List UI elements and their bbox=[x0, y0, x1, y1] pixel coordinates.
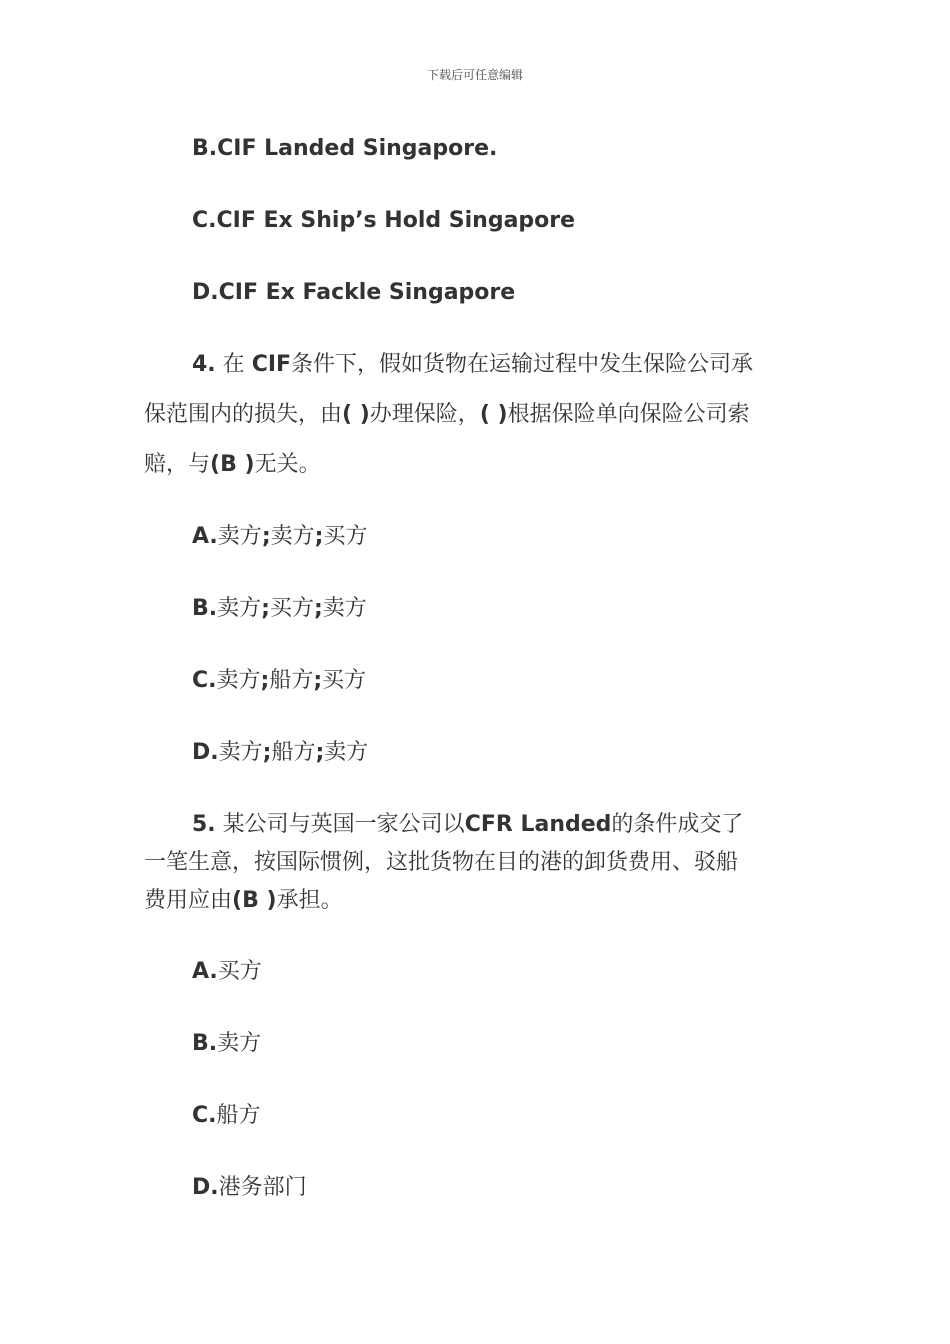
q5-option-c bbox=[192, 1104, 261, 1128]
q4-text: 条件下，假如货物在运输过程中发生保险公司承 bbox=[291, 352, 754, 377]
q5-text: 承担。 bbox=[276, 888, 343, 913]
option-text: 港务部门 bbox=[218, 1175, 307, 1200]
option-letter: B. bbox=[192, 1031, 218, 1056]
q4-option-b bbox=[192, 597, 367, 621]
option-letter: C. bbox=[192, 668, 217, 693]
q5-text: 的条件成交了 bbox=[611, 812, 744, 837]
q5-text: 费用应由 bbox=[144, 888, 233, 913]
q4-text: 赔，与 bbox=[144, 452, 211, 477]
option-letter: B. bbox=[192, 596, 218, 621]
q4-term: CIF bbox=[251, 352, 292, 377]
q5-line-1 bbox=[192, 813, 743, 837]
option-separator: ; bbox=[261, 524, 271, 549]
option-separator: ; bbox=[314, 524, 324, 549]
option-text: 买方 bbox=[323, 524, 368, 549]
option-letter: D. bbox=[192, 1175, 219, 1200]
q4-option-a bbox=[192, 525, 367, 549]
option-letter: A. bbox=[192, 524, 218, 549]
q4-text: 在 bbox=[222, 352, 245, 377]
option-text: 卖方 bbox=[217, 1031, 262, 1056]
q4-text: 根据保险单向保险公司索 bbox=[507, 402, 750, 427]
q4-text: 无关。 bbox=[254, 452, 321, 477]
q4-option-d bbox=[192, 741, 368, 765]
q5-line-3 bbox=[144, 889, 343, 913]
option-separator: ; bbox=[262, 740, 272, 765]
q4-answer: (B ) bbox=[210, 452, 255, 477]
q5-term: CFR Landed bbox=[464, 812, 612, 837]
option-text: 买方 bbox=[217, 959, 262, 984]
option-text: 卖方 bbox=[217, 524, 262, 549]
option-text: 卖方 bbox=[270, 524, 315, 549]
q3-option-b: B.CIF Landed Singapore. bbox=[192, 136, 498, 161]
option-letter: A. bbox=[192, 959, 218, 984]
option-text: 卖方 bbox=[218, 740, 263, 765]
q4-blank: ( ) bbox=[342, 402, 370, 427]
q4-text: 保范围内的损失，由 bbox=[144, 402, 343, 427]
q5-text: 某公司与英国一家公司以 bbox=[222, 812, 465, 837]
q5-option-d bbox=[192, 1176, 307, 1200]
q4-option-c bbox=[192, 669, 366, 693]
page-header: 下载后可任意编辑 bbox=[426, 68, 523, 82]
q4-line-1 bbox=[192, 353, 753, 377]
option-text: 卖方 bbox=[217, 596, 262, 621]
option-letter: D. bbox=[192, 740, 219, 765]
option-separator: ; bbox=[261, 596, 270, 621]
option-separator: ; bbox=[315, 740, 325, 765]
option-separator: ; bbox=[313, 668, 323, 693]
q4-number: 4. bbox=[192, 352, 216, 377]
option-separator: ; bbox=[260, 668, 270, 693]
option-text: 船方 bbox=[269, 668, 314, 693]
q3-option-d: D.CIF Ex Fackle Singapore bbox=[192, 280, 516, 305]
q5-line-2: 一笔生意，按国际惯例，这批货物在目的港的卸货费用、驳船 bbox=[144, 850, 739, 875]
q5-answer: (B ) bbox=[232, 888, 277, 913]
option-text: 船方 bbox=[216, 1103, 261, 1128]
q4-text: 办理保险， bbox=[369, 402, 480, 427]
q4-line-2 bbox=[144, 403, 750, 427]
option-text: 卖方 bbox=[216, 668, 261, 693]
q5-number: 5. bbox=[192, 812, 216, 837]
q3-option-c: C.CIF Ex Ship’s Hold Singapore bbox=[192, 208, 576, 233]
option-text: 买方 bbox=[269, 596, 314, 621]
q5-option-a bbox=[192, 960, 262, 984]
option-text: 卖方 bbox=[324, 740, 369, 765]
q5-option-b bbox=[192, 1032, 261, 1056]
q4-line-3 bbox=[144, 453, 321, 477]
q4-blank: ( ) bbox=[479, 402, 508, 427]
option-separator: ; bbox=[313, 596, 323, 621]
option-letter: C. bbox=[192, 1103, 217, 1128]
option-text: 卖方 bbox=[322, 596, 367, 621]
option-text: 船方 bbox=[271, 740, 316, 765]
option-text: 买方 bbox=[322, 668, 367, 693]
